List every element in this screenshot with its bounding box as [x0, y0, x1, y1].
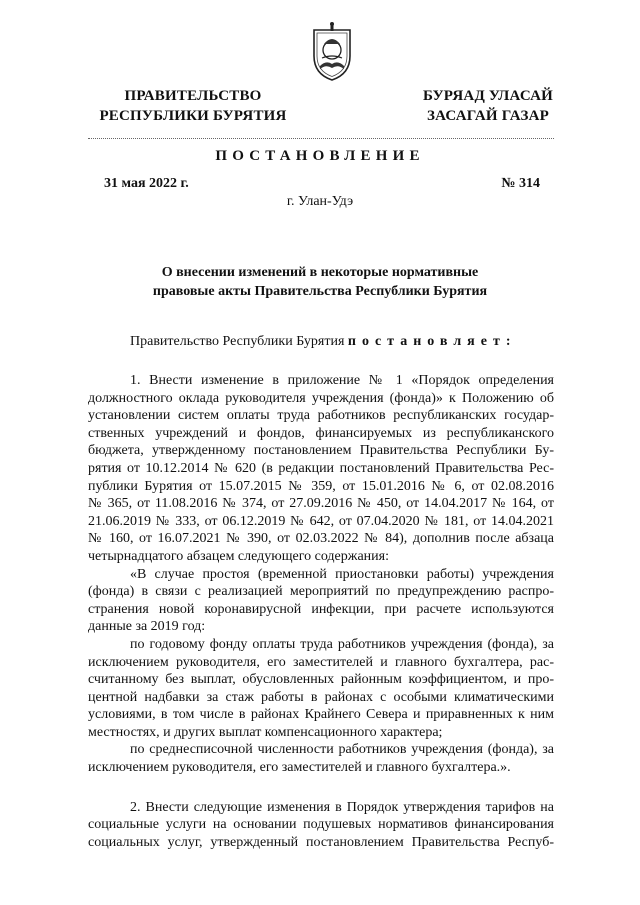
document-subject — [0, 263, 640, 301]
body-text-line: социальных услуг, утвержденный постановлением Правительства Респуб- — [88, 834, 554, 850]
body-text-line: № 160, от 16.07.2021 № 390, от 02.03.2022 № 84), дополнив после абзаца — [88, 531, 554, 547]
body-text-line: данные за 2019 год: — [88, 619, 206, 635]
document-body — [88, 372, 554, 851]
body-text-line: должностного оклада руководителя учреждения (фонда)» к Положению об — [88, 390, 554, 406]
intro-text: Правительство Республики Бурятия — [130, 334, 345, 349]
subject-line-1: О внесении изменений в некоторые нормативные — [161, 265, 479, 280]
body-text-line: считанному без выплат, обусловленных районным коэффициентом, и про- — [88, 672, 554, 688]
body-text-line: 2. Внести следующие изменения в Порядок утверждения тарифов на — [130, 799, 554, 815]
body-text-line: по годовому фонду оплаты труда работников учреждения (фонда), за — [130, 636, 554, 652]
paragraph-gap — [88, 777, 554, 799]
document-city: г. Улан-Удэ — [286, 194, 354, 209]
header-right-line-2: ЗАСАГАЙ ГАЗАР — [427, 108, 549, 124]
body-text-line: 21.06.2019 № 333, от 06.12.2019 № 642, от 07.04.2020 № 181, от 14.04.2021 — [88, 513, 554, 529]
body-text-line: центной надбавки за стаж работы в районах с особыми климатическими — [88, 689, 554, 705]
body-text-line: ственных учреждений и фондов, финансируемых из республиканского — [88, 425, 554, 441]
header-left-line-2: РЕСПУБЛИКИ БУРЯТИЯ — [99, 108, 287, 124]
body-text-line: странения новой коронавирусной инфекции, при расчете используются — [88, 601, 554, 617]
decree-intro — [130, 334, 517, 350]
body-text-line: по среднесписочной численности работников учреждения (фонда), за — [130, 742, 554, 758]
document-date: 31 мая 2022 г. — [104, 176, 189, 191]
document-type-title: ПОСТАНОВЛЕНИЕ — [215, 148, 425, 164]
header-divider — [88, 138, 554, 139]
body-text-line: бюджета, утвержденному постановлением Правительства Республики Бу- — [88, 443, 554, 459]
body-text-line: 1. Внести изменение в приложение № 1 «Порядок определения — [130, 373, 554, 388]
government-name-russian — [78, 86, 308, 126]
body-text-line: № 365, от 11.08.2016 № 374, от 27.09.2016 № 450, от 14.04.2017 № 164, от — [88, 496, 554, 512]
decree-word: постановляет: — [347, 334, 517, 349]
document-number: № 314 — [501, 176, 540, 191]
body-text-line: «В случае простоя (временной приостановки работы) учреждения — [130, 566, 554, 582]
body-text-line: социальные услуги на основании подушевых нормативов финансирования — [88, 817, 554, 833]
body-text-line: (фонда) в связи с реализацией мероприятий по предупреждению распро- — [88, 584, 554, 600]
body-text-line: исключением руководителя, его заместителей и главного бухгалтера.». — [88, 760, 511, 776]
body-text-line: установлении систем оплаты труда работников республиканских государ- — [88, 408, 554, 424]
body-text-line: условиями, в том числе в районах Крайнего Севера и приравненных к ним — [88, 707, 554, 723]
body-text-line: рятия от 10.12.2014 № 620 (в редакции постановлений Правительства Рес- — [88, 460, 554, 476]
body-text-line: четырнадцатого абзацем следующего содержания: — [88, 548, 389, 564]
coat-of-arms-emblem — [300, 20, 364, 84]
header-right-line-1: БУРЯАД УЛАСАЙ — [422, 88, 554, 104]
government-name-buryat — [388, 86, 588, 126]
header-left-line-1: ПРАВИТЕЛЬСТВО — [124, 88, 262, 104]
body-text-line: местностях, и других выплат компенсационного характера; — [88, 724, 443, 740]
subject-line-2: правовые акты Правительства Республики Бурятия — [152, 284, 488, 299]
body-text-line: публики Бурятия от 15.07.2015 № 359, от 15.01.2016 № 6, от 02.08.2016 — [88, 478, 554, 494]
body-text-line: исключением руководителя, его заместителей и главного бухгалтера, рас- — [88, 654, 554, 670]
